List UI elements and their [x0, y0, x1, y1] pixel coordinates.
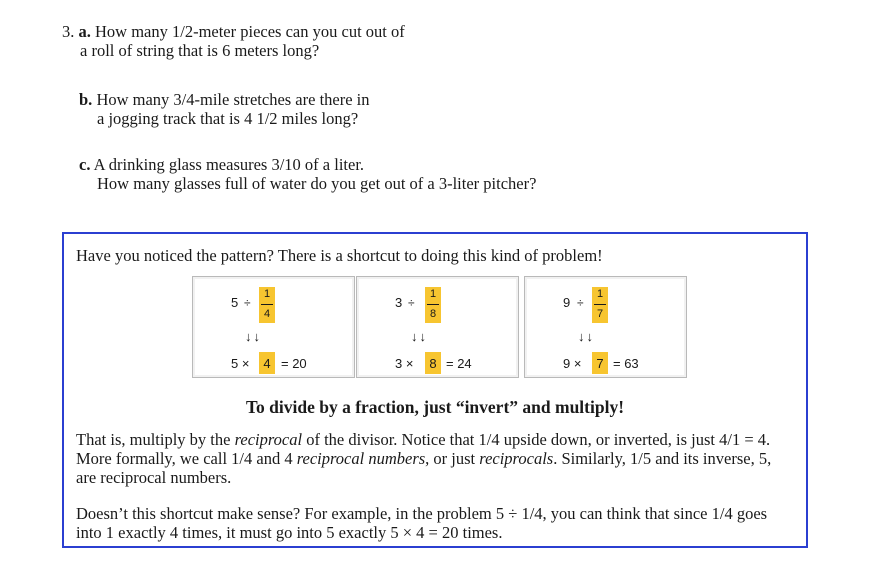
reciprocal-value: 7	[596, 356, 604, 371]
fraction-numerator: 1	[429, 288, 437, 300]
fraction-denominator: 4	[263, 308, 271, 320]
down-arrows-icon: ↓↓	[245, 329, 262, 344]
dividend: 9	[563, 295, 571, 310]
question-a-letter: a.	[78, 22, 91, 41]
box-intro: Have you noticed the pattern? There is a shortcut to doing this kind of problem!	[76, 246, 603, 265]
multiply-expression: 5 ×	[231, 356, 250, 371]
result: = 63	[613, 356, 639, 371]
fraction-bar	[594, 304, 606, 305]
question-b-line2: a jogging track that is 4 1/2 miles long?	[97, 109, 359, 128]
fraction-bar	[427, 304, 439, 305]
question-number: 3.	[62, 22, 79, 41]
divide-sign: ÷	[244, 296, 251, 310]
question-b	[79, 90, 370, 128]
question-a-line1: How many 1/2-meter pieces can you cut out of	[90, 22, 405, 41]
divide-sign: ÷	[408, 296, 415, 310]
example-panel-2	[356, 276, 519, 378]
reciprocal-value: 4	[263, 356, 271, 371]
dividend: 3	[395, 295, 403, 310]
multiply-expression: 9 ×	[563, 356, 582, 371]
question-c	[79, 155, 536, 193]
term-reciprocal-numbers: reciprocal numbers	[296, 449, 426, 468]
fraction-numerator: 1	[596, 288, 604, 300]
reciprocal-explanation	[76, 430, 792, 487]
question-c-line2: How many glasses full of water do you get out of a 3-liter pitcher?	[97, 174, 537, 193]
question-c-letter: c.	[79, 155, 91, 174]
para1-text-2: of the divisor. Notice that 1/4 upside down, or inverted, is just 4/1 = 4. More formally, we call 1/4 and 4	[76, 430, 771, 468]
result: = 24	[446, 356, 472, 371]
para1-text-1: That is, multiply by the	[76, 430, 235, 449]
fraction-numerator: 1	[263, 288, 271, 300]
result: = 20	[281, 356, 307, 371]
fraction-denominator: 8	[429, 308, 437, 320]
down-arrows-icon: ↓↓	[411, 329, 428, 344]
down-arrows-icon: ↓↓	[578, 329, 595, 344]
example-panel-1	[192, 276, 355, 378]
para1-text-4: . Similarly, 1/5 and its inverse, 5, are reciprocal numbers.	[76, 449, 772, 487]
question-c-line1: A drinking glass measures 3/10 of a liter.	[90, 155, 365, 174]
term-reciprocals: reciprocals	[479, 449, 554, 468]
question-b-line1: How many 3/4-mile stretches are there in	[92, 90, 370, 109]
fraction-denominator: 7	[596, 308, 604, 320]
fraction-bar	[261, 304, 273, 305]
para1-text-3: , or just	[425, 449, 480, 468]
reciprocal-value: 8	[429, 356, 437, 371]
divide-sign: ÷	[577, 296, 584, 310]
shortcut-box	[62, 232, 808, 548]
question-b-letter: b.	[79, 90, 93, 109]
shortcut-explanation: Doesn’t this shortcut make sense? For example, in the problem 5 ÷ 1/4, you can think that since 1/4 goes into 1 exactly 4 times, it must go into 5 exactly 5 × 4 = 20 times.	[76, 504, 768, 542]
question-a-line2: a roll of string that is 6 meters long?	[80, 41, 320, 60]
multiply-expression: 3 ×	[395, 356, 414, 371]
term-reciprocal: reciprocal	[234, 430, 303, 449]
rule-title: To divide by a fraction, just “invert” and multiply!	[245, 397, 625, 417]
question-a	[62, 22, 405, 60]
dividend: 5	[231, 295, 239, 310]
example-panel-3	[524, 276, 687, 378]
